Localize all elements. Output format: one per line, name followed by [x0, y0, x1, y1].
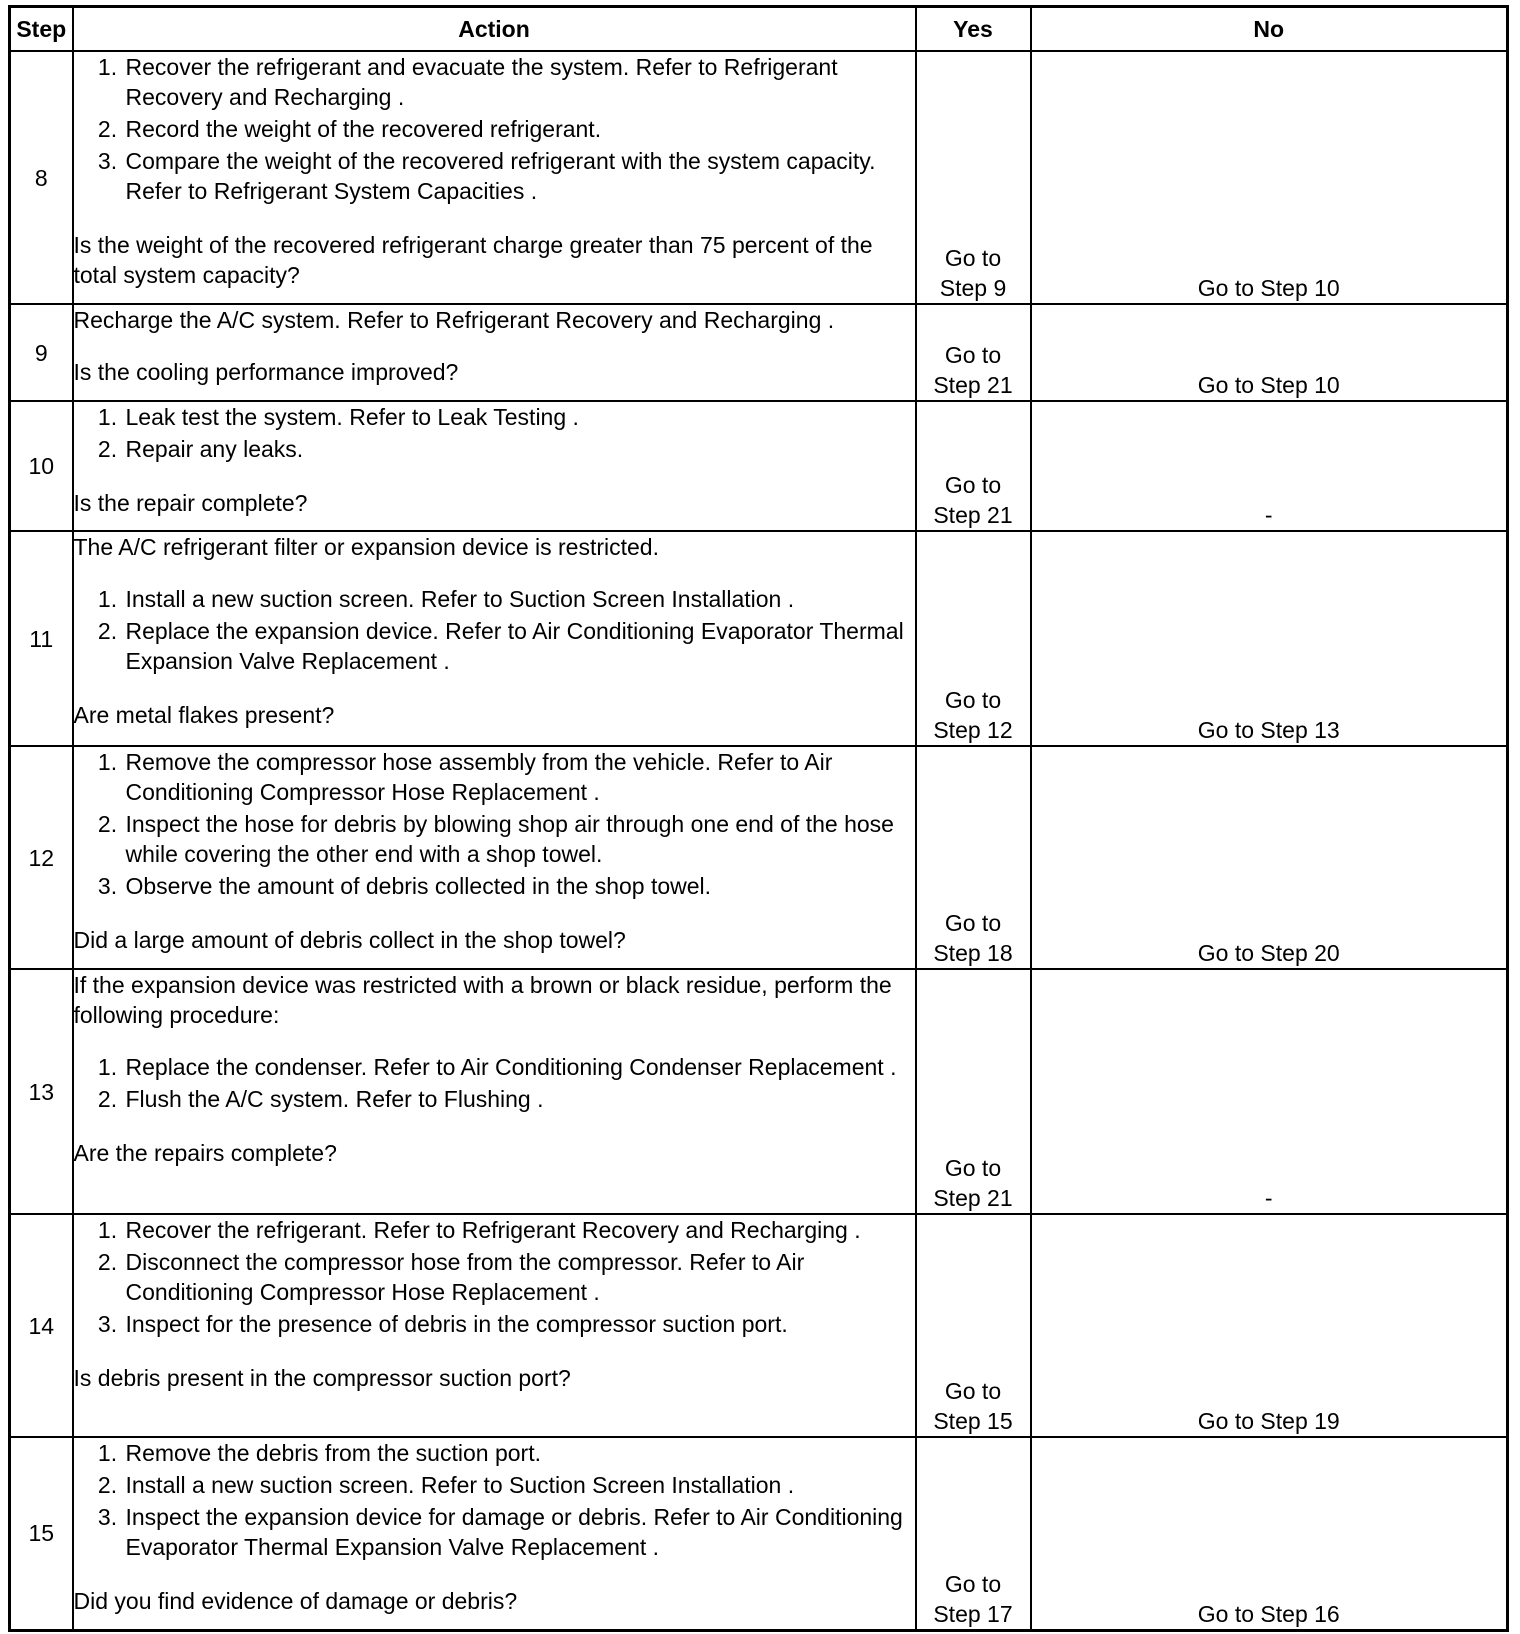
table-row	[10, 746, 1508, 969]
no-cell	[1031, 1214, 1508, 1437]
list-item: 1. Remove the compressor hose assembly from the vehicle. Refer to Air Conditioning Compressor Hose Replacement .	[124, 747, 915, 807]
yes-cell	[916, 304, 1031, 401]
question: Are the repairs complete?	[73, 1140, 337, 1166]
table-row	[10, 401, 1508, 531]
list-item: 3. Compare the weight of the recovered refrigerant with the system capacity. Refer to Refrigerant System Capacities .	[124, 146, 915, 206]
action-cell	[73, 531, 916, 746]
yes-step: Step 21	[933, 502, 1013, 528]
action-cell	[73, 51, 916, 304]
yes-text: Go to	[944, 1155, 1002, 1181]
question: Did you find evidence of damage or debris?	[73, 1588, 518, 1614]
list-item: 2. Flush the A/C system. Refer to Flushing .	[124, 1084, 915, 1114]
list-item: 1. Remove the debris from the suction port.	[124, 1438, 915, 1468]
yes-text: Go to	[944, 245, 1002, 271]
yes-text: Go to	[944, 1378, 1002, 1404]
no-cell	[1031, 531, 1508, 746]
procedure-list	[74, 747, 915, 901]
list-item: 2. Record the weight of the recovered refrigerant.	[124, 114, 915, 144]
yes-text: Go to	[944, 910, 1002, 936]
question: Is the weight of the recovered refrigerant charge greater than 75 percent of the total system capacity?	[73, 232, 873, 288]
step-number: 11	[10, 531, 73, 746]
step-number: 10	[10, 401, 73, 531]
yes-step: Step 17	[933, 1600, 1013, 1627]
action-cell	[73, 304, 916, 401]
no-cell	[1031, 401, 1508, 531]
list-item: 1. Recover the refrigerant and evacuate the system. Refer to Refrigerant Recovery and Recharging .	[124, 52, 915, 112]
list-item: 2. Disconnect the compressor hose from the compressor. Refer to Air Conditioning Compressor Hose Replacement .	[124, 1247, 915, 1307]
yes-cell	[916, 746, 1031, 969]
action-cell	[73, 746, 916, 969]
header-action: Action	[73, 7, 916, 52]
yes-step: Step 15	[933, 1408, 1013, 1434]
yes-step: Step 9	[939, 275, 1007, 301]
header-row	[10, 7, 1508, 52]
question: Is the cooling performance improved?	[73, 359, 459, 385]
no-text: Go to Step 10	[1197, 372, 1340, 398]
no-cell	[1031, 1437, 1508, 1630]
yes-step: Step 12	[933, 717, 1013, 743]
no-cell	[1031, 969, 1508, 1214]
question: Is debris present in the compressor suction port?	[73, 1365, 571, 1391]
header-no: No	[1031, 7, 1508, 52]
table-row	[10, 51, 1508, 304]
table-row	[10, 531, 1508, 746]
no-cell	[1031, 304, 1508, 401]
table-row	[10, 1437, 1508, 1630]
list-item: 1. Install a new suction screen. Refer to Suction Screen Installation .	[124, 584, 915, 614]
no-cell	[1031, 746, 1508, 969]
question: Did a large amount of debris collect in the shop towel?	[73, 927, 626, 953]
no-text: Go to Step 13	[1197, 717, 1340, 743]
intro-text: Recharge the A/C system. Refer to Refrigerant Recovery and Recharging .	[73, 307, 835, 333]
header-yes: Yes	[916, 7, 1031, 52]
yes-step: Step 18	[933, 940, 1013, 966]
yes-text: Go to	[944, 472, 1002, 498]
yes-text: Go to	[944, 1570, 1002, 1597]
no-cell	[1031, 51, 1508, 304]
procedure-list	[74, 52, 915, 206]
procedure-list	[74, 1215, 915, 1339]
list-item: 3. Inspect for the presence of debris in the compressor suction port.	[124, 1309, 915, 1339]
list-item: 3. Observe the amount of debris collected in the shop towel.	[124, 871, 915, 901]
yes-cell	[916, 531, 1031, 746]
procedure-list	[74, 402, 915, 464]
list-item: 2. Install a new suction screen. Refer to Suction Screen Installation .	[124, 1470, 915, 1500]
step-number: 15	[10, 1437, 73, 1630]
list-item: 2. Replace the expansion device. Refer to Air Conditioning Evaporator Thermal Expansion Valve Replacement .	[124, 616, 915, 676]
action-cell	[73, 1214, 916, 1437]
no-text: Go to Step 19	[1197, 1408, 1340, 1434]
table-row	[10, 304, 1508, 401]
diagnostic-table	[8, 5, 1509, 1632]
no-text: Go to Step 10	[1197, 275, 1340, 301]
intro-text: The A/C refrigerant filter or expansion device is restricted.	[73, 534, 659, 560]
yes-cell	[916, 51, 1031, 304]
step-number: 8	[10, 51, 73, 304]
step-number: 12	[10, 746, 73, 969]
no-text: -	[1264, 1185, 1273, 1211]
table-row	[10, 969, 1508, 1214]
no-text: -	[1264, 502, 1273, 528]
no-text: Go to Step 16	[1197, 1600, 1340, 1627]
list-item: 1. Leak test the system. Refer to Leak Testing .	[124, 402, 915, 432]
list-item: 3. Inspect the expansion device for damage or debris. Refer to Air Conditioning Evaporator Thermal Expansion Valve Replacement .	[124, 1502, 915, 1562]
action-cell	[73, 969, 916, 1214]
list-item: 1. Recover the refrigerant. Refer to Refrigerant Recovery and Recharging .	[124, 1215, 915, 1245]
step-number: 13	[10, 969, 73, 1214]
question: Is the repair complete?	[73, 490, 308, 516]
header-step: Step	[10, 7, 73, 52]
yes-text: Go to	[944, 342, 1002, 368]
procedure-list	[74, 1438, 915, 1562]
yes-text: Go to	[944, 687, 1002, 713]
table-row	[10, 1214, 1508, 1437]
yes-cell	[916, 969, 1031, 1214]
procedure-list	[74, 1052, 915, 1114]
list-item: 2. Repair any leaks.	[124, 434, 915, 464]
procedure-list	[74, 584, 915, 676]
action-cell	[73, 1437, 916, 1630]
yes-cell	[916, 1437, 1031, 1630]
yes-cell	[916, 1214, 1031, 1437]
yes-step: Step 21	[933, 372, 1013, 398]
question: Are metal flakes present?	[73, 702, 335, 728]
action-cell	[73, 401, 916, 531]
no-text: Go to Step 20	[1197, 940, 1340, 966]
list-item: 1. Replace the condenser. Refer to Air Conditioning Condenser Replacement .	[124, 1052, 915, 1082]
yes-cell	[916, 401, 1031, 531]
step-number: 14	[10, 1214, 73, 1437]
intro-text: If the expansion device was restricted with a brown or black residue, perform the following procedure:	[73, 972, 892, 1028]
yes-step: Step 21	[933, 1185, 1013, 1211]
list-item: 2. Inspect the hose for debris by blowing shop air through one end of the hose while covering the other end with a shop towel.	[124, 809, 915, 869]
step-number: 9	[10, 304, 73, 401]
